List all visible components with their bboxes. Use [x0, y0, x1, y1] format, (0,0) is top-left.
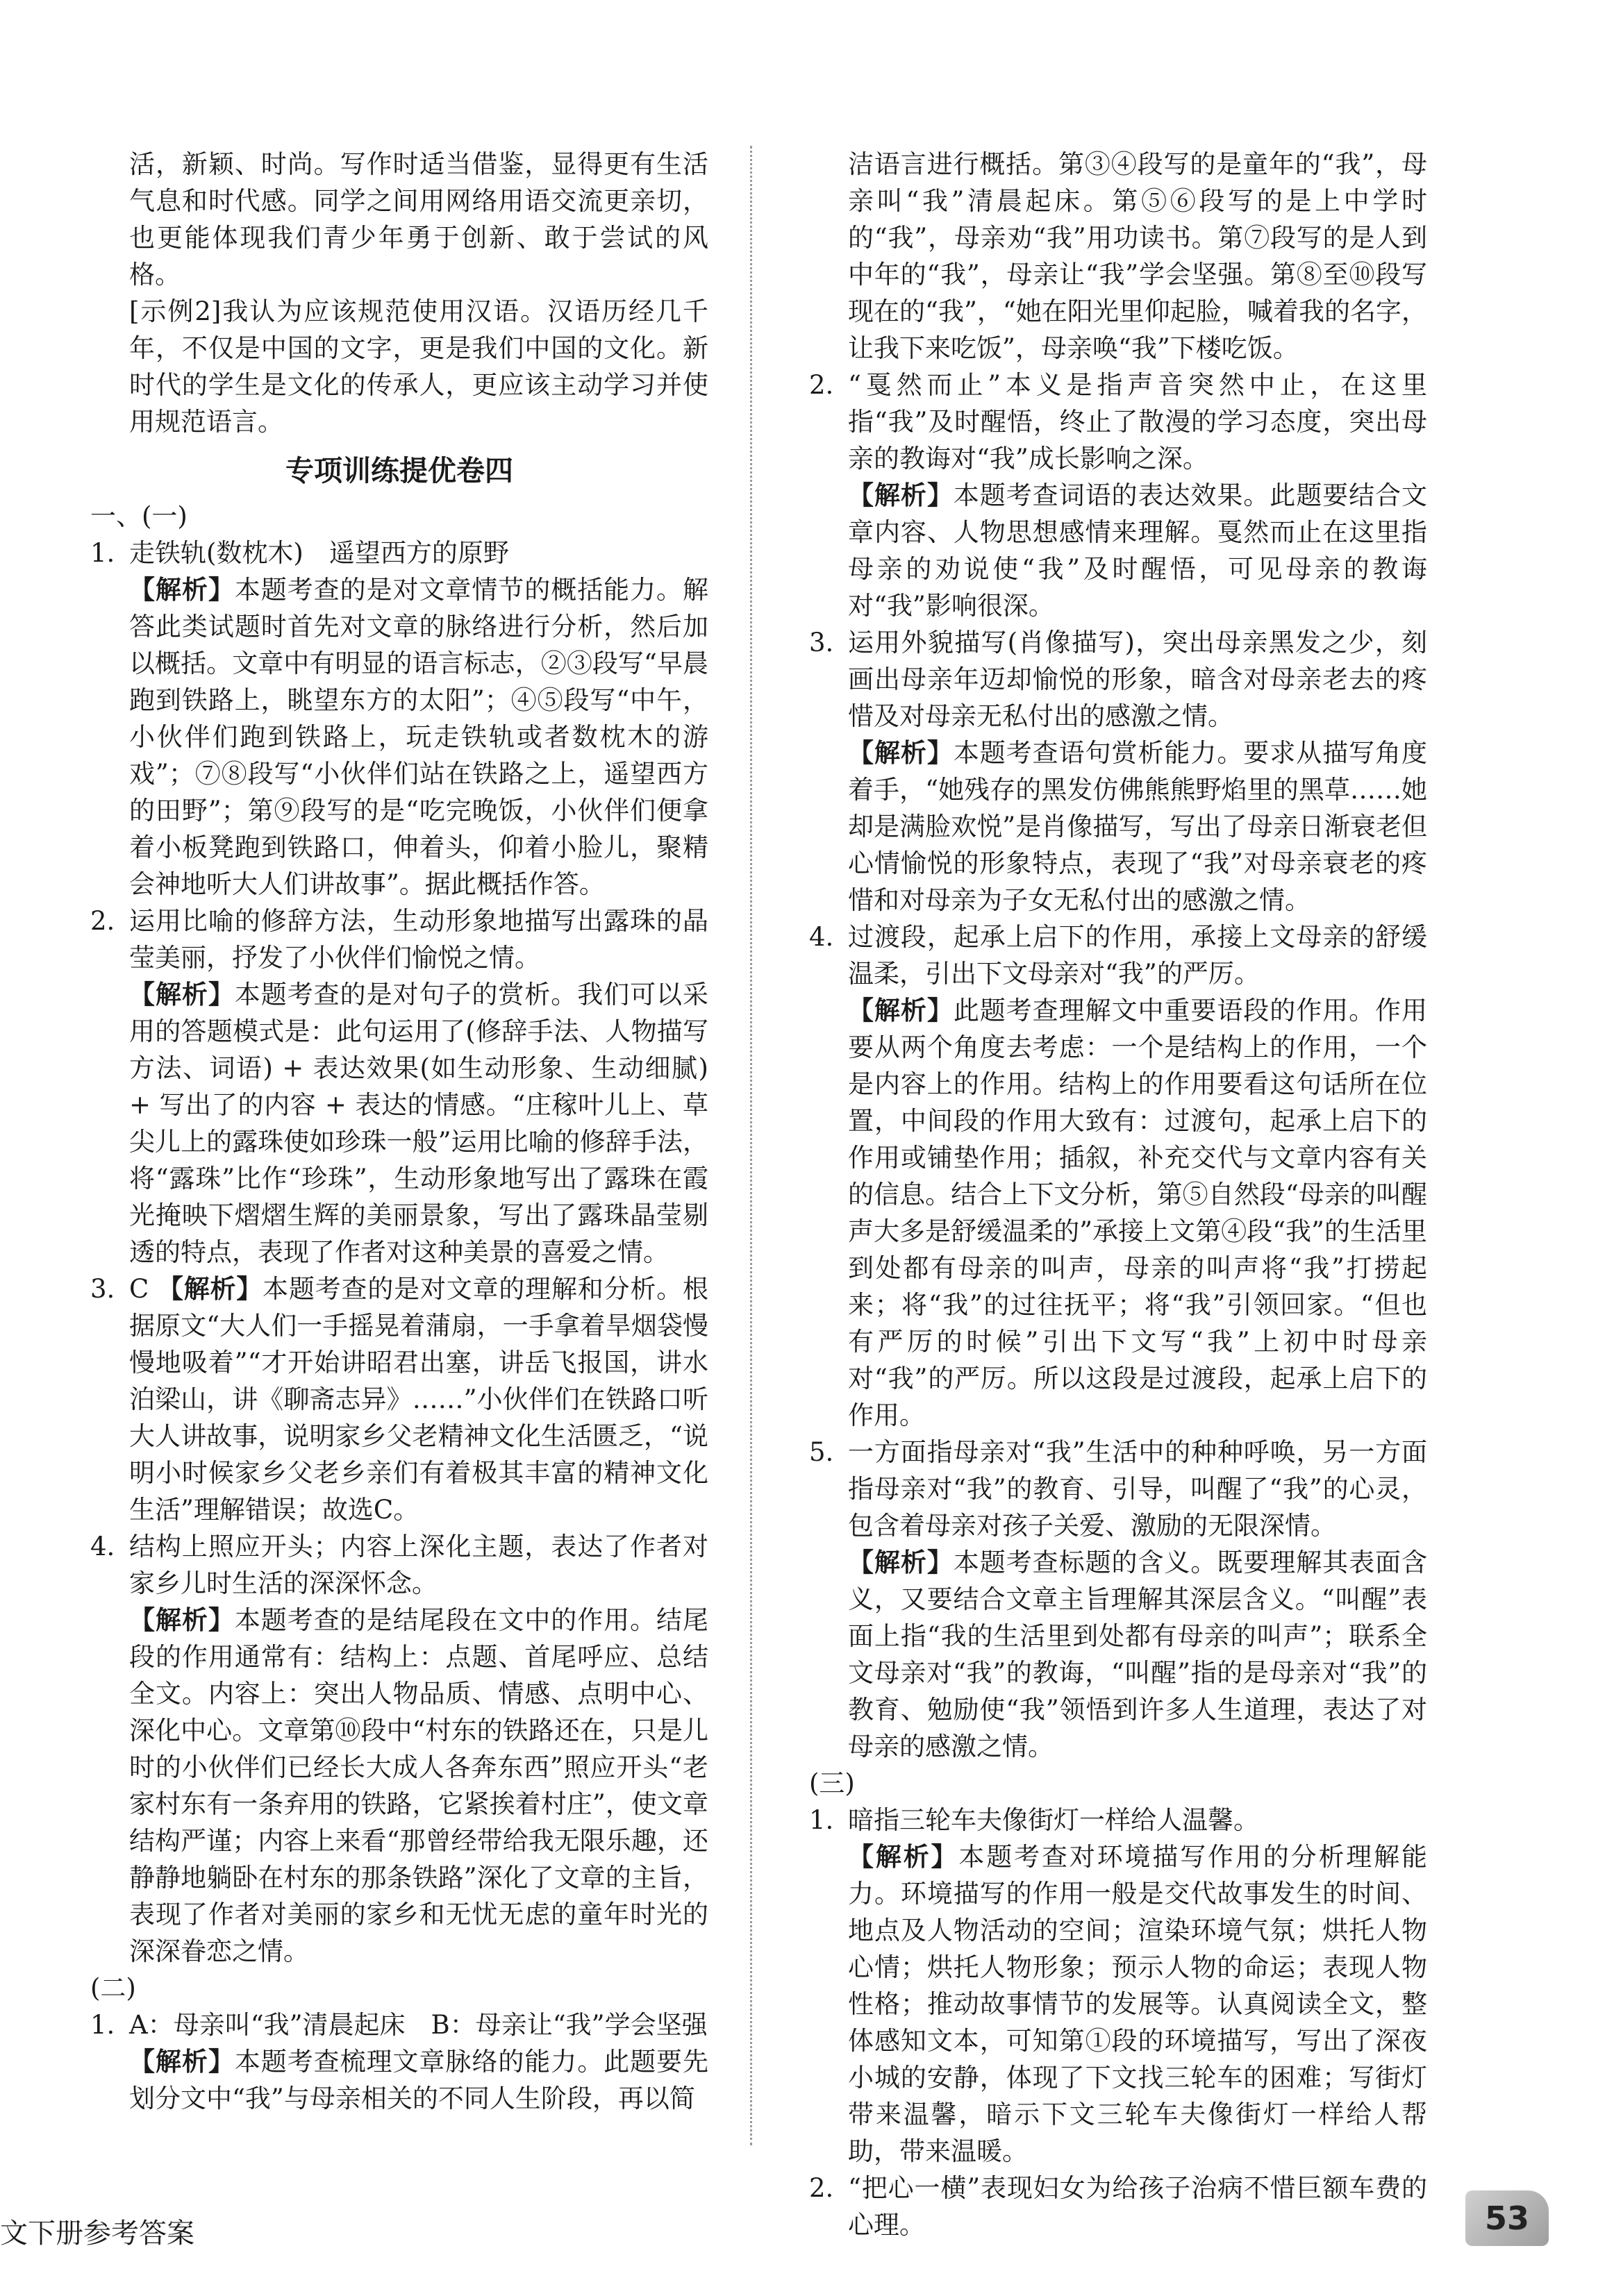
analysis-text: 此题考查理解文中重要语段的作用。作用要从两个角度去考虑：一个是结构上的作用，一个是内容上的作用。结构上的作用要看这句话所在位置，中间段的作用大致有：过渡句，起承上启下的作用或铺垫作用；插叙，补充交代与文章内容有关的信息。结合上下文分析，第⑤自然段“母亲的叫醒声大多是舒缓温柔的”承接上文第④段“我”的生活里到处都有母亲的叫声，母亲的叫声将“我”打捞起来；将“我”的过往抚平；将“我”引领回家。“但也有严厉的时候”引出下文写“我”上初中时母亲对“我”的严厉。所以这段是过渡段，起承上启下的作用。 — [848, 996, 1428, 1430]
page-number: 53 — [1465, 2190, 1549, 2246]
question-2-3: 3. 运用外貌描写(肖像描写)，突出母亲黑发之少，刻画出母亲年迈却愉悦的形象，暗含对母亲老去的疼惜及对母亲无私付出的感激之情。 【解析】本题考查语句赏析能力。要求从描写角度着手，“她残存的黑发仿佛熊熊野焰里的黑草……她却是满脸欢悦”是肖像描写，写出了母亲日渐衰老但心情愉悦的形象特点，表现了“我”对母亲衰老的疼惜和对母亲为子女无私付出的感激之情。 — [809, 628, 1428, 915]
question-4: 4. 结构上照应开头；内容上深化主题，表达了作者对家乡儿时生活的深深怀念。 【解析】本题考查的是结尾段在文中的作用。结尾段的作用通常有：结构上：点题、首尾呼应、总结全文。内容上：突出人物品质、情感、点明中心、深化中心。文章第⑩段中“村东的铁路还在，只是儿时的小伙伴们已经长大成人各奔东西”照应开头“老家村东有一条弃用的铁路，它紧挨着村庄”，使文章结构严谨；内容上来看“那曾经带给我无限乐趣，还静静地躺卧在村东的那条铁路”深化了文章的主旨，表现了作者对美丽的家乡和无忧无虑的童年时光的深深眷恋之情。 — [90, 1532, 709, 1966]
section-label-1: 一、(一) — [90, 501, 188, 531]
analysis-tag: 【解析】 — [848, 996, 954, 1025]
question-1: 1. 走铁轨(数枕木) 遥望西方的原野 【解析】本题考查的是对文章情节的概括能力。解答此类试题时首先对文章的脉络进行分析，然后加以概括。文章中有明显的语言标志，②③段写“早晨跑到铁路上，眺望东方的太阳”；④⑤段写“中午，小伙伴们跑到铁路上，玩走铁轨或者数枕木的游戏”；⑦⑧段写“小伙伴们站在铁路之上，遥望西方的田野”；第⑨段写的是“吃完晚饭，小伙伴们便拿着小板凳跑到铁路口，伸着头，仰着小脸儿，聚精会神地听大人们讲故事”。据此概括作答。 — [90, 538, 709, 899]
question-3-1: 1. 暗指三轮车夫像街灯一样给人温馨。 【解析】本题考查对环境描写作用的分析理解能力。环境描写的作用一般是交代故事发生的时间、地点及人物活动的空间；渲染环境气氛；烘托人物心情；烘托人物形象；预示人物的命运；表现人物性格；推动故事情节的发展等。认真阅读全文，整体感知文本，可知第①段的环境描写，写出了深夜小城的安静，体现了下文找三轮车的困难；写街灯带来温馨，暗示下文三轮车夫像街灯一样给人帮助，带来温暖。 — [809, 1805, 1428, 2166]
answer: 一方面指母亲对“我”生活中的种种呼唤，另一方面指母亲对“我”的教育、引导，叫醒了“我”的心灵，包含着母亲对孩子关爱、激励的无限深情。 — [848, 1437, 1427, 1541]
question-2-4: 4. 过渡段，起承上启下的作用，承接上文母亲的舒缓温柔，引出下文母亲对“我”的严厉。 【解析】此题考查理解文中重要语段的作用。作用要从两个角度去考虑：一个是结构上的作用，一个是内容上的作用。结构上的作用要看这句话所在位置，中间段的作用大致有：过渡句，起承上启下的作用或铺垫作用；插叙，补充交代与文章内容有关的信息。结合上下文分析，第⑤自然段“母亲的叫醒声大多是舒缓温柔的”承接上文第④段“我”的生活里到处都有母亲的叫声，母亲的叫声将“我”打捞起来；将“我”的过往抚平；将“我”引领回家。“但也有严厉的时候”引出下文写“我”上初中时母亲对“我”的严厉。所以这段是过渡段，起承上启下的作用。 — [809, 922, 1428, 1430]
question-3-2: 2. “把心一横”表现妇女为给孩子治病不惜巨额车费的心理。 — [809, 2173, 1427, 2240]
answer: 过渡段，起承上启下的作用，承接上文母亲的舒缓温柔，引出下文母亲对“我”的严厉。 — [848, 922, 1427, 989]
analysis-text: 本题考查的是结尾段在文中的作用。结尾段的作用通常有：结构上：点题、首尾呼应、总结全文。内容上：突出人物品质、情感、点明中心、深化中心。文章第⑩段中“村东的铁路还在，只是儿时的小伙伴们已经长大成人各奔东西”照应开头“老家村东有一条弃用的铁路，它紧挨着村庄”，使文章结构严谨；内容上来看“那曾经带给我无限乐趣，还静静地躺卧在村东的那条铁路”深化了文章的主旨，表现了作者对美丽的家乡和无忧无虑的童年时光的深深眷恋之情。 — [129, 1605, 709, 1966]
continued-analysis: 洁语言进行概括。第③④段写的是童年的“我”，母亲叫“我”清晨起床。第⑤⑥段写的是上中学时的“我”，母亲劝“我”用功读书。第⑦段写的是人到中年的“我”，母亲让“我”学会坚强。第⑧至⑩段写现在的“我”，“她在阳光里仰起脸，喊着我的名字，让我下来吃饭”，母亲唤“我”下楼吃饭。 — [848, 149, 1427, 363]
section-heading: 专项训练提优卷四 — [285, 454, 513, 487]
footer-book-title: 文下册参考答案 — [0, 2218, 194, 2249]
analysis-text: 本题考查对环境描写作用的分析理解能力。环境描写的作用一般是交代故事发生的时间、地点及人物活动的空间；渲染环境气氛；烘托人物心情；烘托人物形象；预示人物的命运；表现人物性格；推动故事情节的发展等。认真阅读全文，整体感知文本，可知第①段的环境描写，写出了深夜小城的安静，体现了下文找三轮车的困难；写街灯带来温馨，暗示下文三轮车夫像街灯一样给人帮助，带来温暖。 — [848, 1842, 1428, 2166]
question-3: 3. C 【解析】本题考查的是对文章的理解和分析。根据原文“大人们一手摇晃着蒲扇，一手拿着旱烟袋慢慢地吸着”“才开始讲昭君出塞，讲岳飞报国，讲水泊梁山，讲《聊斋志异》……”小伙伴们在铁路口听大人讲故事，说明家乡父老精神文化生活匮乏，“说明小时候家乡父老乡亲们有着极其丰富的精神文化生活”理解错误；故选C。 — [90, 1274, 709, 1525]
answer: 走铁轨(数枕木) 遥望西方的原野 — [129, 538, 509, 568]
analysis-text: 本题考查梳理文章脉络的能力。此题要先划分文中“我”与母亲相关的不同人生阶段，再以简 — [129, 2047, 709, 2113]
analysis-text: 本题考查的是对句子的赏析。我们可以采用的答题模式是：此句运用了(修辞手法、人物描写方法、词语) + 表达效果(如生动形象、生动细腻) + 写出了的内容 + 表达的情感。“庄稼叶儿上、草尖儿上的露珠使如珍珠一般”运用比喻的修辞手法，将“露珠”比作“珍珠”，生动形象地写出了露珠在霞光掩映下熠熠生辉的美丽景象，写出了露珠晶莹剔透的特点，表现了作者对这种美景的喜爱之情。 — [129, 980, 709, 1267]
right-column — [809, 146, 1427, 2243]
question-2-1: 1. A：母亲叫“我”清晨起床 B：母亲让“我”学会坚强 【解析】本题考查梳理文章脉络的能力。此题要先划分文中“我”与母亲相关的不同人生阶段，再以简 — [90, 2010, 709, 2113]
analysis-text: 本题考查的是对文章情节的概括能力。解答此类试题时首先对文章的脉络进行分析，然后加以概括。文章中有明显的语言标志，②③段写“早晨跑到铁路上，眺望东方的太阳”；④⑤段写“中午，小伙伴们跑到铁路上，玩走铁轨或者数枕木的游戏”；⑦⑧段写“小伙伴们站在铁路之上，遥望西方的田野”；第⑨段写的是“吃完晚饭，小伙伴们便拿着小板凳跑到铁路口，伸着头，仰着小脸儿，聚精会神地听大人们讲故事”。据此概括作答。 — [129, 575, 709, 899]
answer: 结构上照应开头；内容上深化主题，表达了作者对家乡儿时生活的深深怀念。 — [129, 1532, 708, 1598]
answer: 运用比喻的修辞方法，生动形象地描写出露珠的晶莹美丽，抒发了小伙伴们愉悦之情。 — [129, 906, 708, 973]
analysis-tag: 【解析】 — [848, 1842, 959, 1872]
answer: 运用外貌描写(肖像描写)，突出母亲黑发之少，刻画出母亲年迈却愉悦的形象，暗含对母亲老去的疼惜及对母亲无私付出的感激之情。 — [848, 628, 1427, 731]
question-2-2: 2. “戛然而止”本义是指声音突然中止，在这里指“我”及时醒悟，终止了散漫的学习态度，突出母亲的教诲对“我”成长影响之深。 【解析】本题考查词语的表达效果。此题要结合文章内容、人物思想感情来理解。戛然而止在这里指母亲的劝说使“我”及时醒悟，可见母亲的教诲对“我”影响很深。 — [809, 370, 1428, 621]
analysis-tag: 【解析】 — [848, 480, 954, 510]
section-label-2: (二) — [90, 1973, 136, 2003]
analysis-text: 本题考查标题的含义。既要理解其表面含义，又要结合文章主旨理解其深层含义。“叫醒”表面上指“我的生活里到处都有母亲的叫声”；联系全文母亲对“我”的教诲，“叫醒”指的是母亲对“我”的教育、勉励使“我”领悟到许多人生道理，表达了对母亲的感激之情。 — [848, 1548, 1428, 1761]
analysis-tag: 【解析】 — [848, 738, 954, 768]
left-column — [90, 146, 708, 2117]
analysis-tag: 【解析】 — [129, 1605, 235, 1635]
analysis-text: 本题考查的是对文章的理解和分析。根据原文“大人们一手摇晃着蒲扇，一手拿着旱烟袋慢慢地吸着”“才开始讲昭君出塞，讲岳飞报国，讲水泊梁山，讲《聊斋志异》……”小伙伴们在铁路口听大人讲故事，说明家乡父老精神文化生活匮乏，“说明小时候家乡父老乡亲们有着极其丰富的精神文化生活”理解错误；故选C。 — [129, 1274, 709, 1525]
analysis-tag: 【解析】 — [129, 980, 235, 1009]
section-label-3: (三) — [809, 1768, 855, 1798]
column-divider — [750, 146, 752, 2145]
question-2: 2. 运用比喻的修辞方法，生动形象地描写出露珠的晶莹美丽，抒发了小伙伴们愉悦之情。 【解析】本题考查的是对句子的赏析。我们可以采用的答题模式是：此句运用了(修辞手法、人物描写方法、词语) + 表达效果(如生动形象、生动细腻) + 写出了的内容 + 表达的情感。“庄稼叶儿上、草尖儿上的露珠使如珍珠一般”运用比喻的修辞手法，将“露珠”比作“珍珠”，生动形象地写出了露珠在霞光掩映下熠熠生辉的美丽景象，写出了露珠晶莹剔透的特点，表现了作者对这种美景的喜爱之情。 — [90, 906, 709, 1267]
answer: 暗指三轮车夫像街灯一样给人温馨。 — [848, 1805, 1259, 1835]
analysis-tag: 【解析】 — [157, 1274, 263, 1304]
analysis-tag: 【解析】 — [129, 575, 235, 605]
answer: C — [129, 1274, 149, 1304]
analysis-text: 本题考查词语的表达效果。此题要结合文章内容、人物思想感情来理解。戛然而止在这里指母亲的劝说使“我”及时醒悟，可见母亲的教诲对“我”影响很深。 — [848, 480, 1428, 621]
question-2-5: 5. 一方面指母亲对“我”生活中的种种呼唤，另一方面指母亲对“我”的教育、引导，叫醒了“我”的心灵，包含着母亲对孩子关爱、激励的无限深情。 【解析】本题考查标题的含义。既要理解其表面含义，又要结合文章主旨理解其深层含义。“叫醒”表面上指“我的生活里到处都有母亲的叫声”；联系全文母亲对“我”的教诲，“叫醒”指的是母亲对“我”的教育、勉励使“我”领悟到许多人生道理，表达了对母亲的感激之情。 — [809, 1437, 1428, 1761]
analysis-text: 本题考查语句赏析能力。要求从描写角度着手，“她残存的黑发仿佛熊熊野焰里的黑草……她却是满脸欢悦”是肖像描写，写出了母亲日渐衰老但心情愉悦的形象特点，表现了“我”对母亲衰老的疼惜和对母亲为子女无私付出的感激之情。 — [848, 738, 1428, 915]
analysis-tag: 【解析】 — [129, 2047, 235, 2077]
answer: “把心一横”表现妇女为给孩子治病不惜巨额车费的心理。 — [848, 2173, 1427, 2240]
answer: “戛然而止”本义是指声音突然中止，在这里指“我”及时醒悟，终止了散漫的学习态度，突出母亲的教诲对“我”成长影响之深。 — [848, 370, 1427, 474]
intro-paragraph-1: 活，新颖、时尚。写作时适当借鉴，显得更有生活气息和时代感。同学之间用网络用语交流更亲切，也更能体现我们青少年勇于创新、敢于尝试的风格。 — [129, 149, 708, 290]
answer: A：母亲叫“我”清晨起床 B：母亲让“我”学会坚强 — [129, 2010, 708, 2040]
analysis-tag: 【解析】 — [848, 1548, 954, 1577]
intro-paragraph-2: [示例2]我认为应该规范使用汉语。汉语历经几千年，不仅是中国的文字，更是我们中国的文化。新时代的学生是文化的传承人，更应该主动学习并使用规范语言。 — [129, 296, 708, 437]
